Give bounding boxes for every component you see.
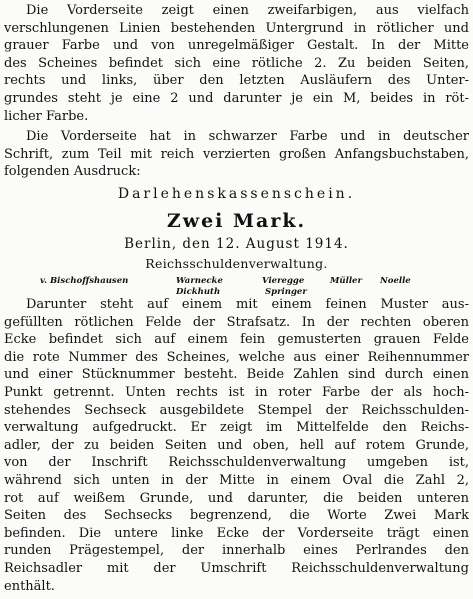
- signature: Dickhuth: [176, 287, 221, 297]
- text-line: Punkt getrennt. Unten rechts ist in roter Farbe der als hoch-: [4, 384, 469, 400]
- text-line: verwaltung aufgedruckt. Er zeigt im Mittelfelde den Reichs-: [4, 420, 469, 436]
- text-line: Die Vorderseite hat in schwarzer Farbe und in deutscher: [26, 129, 469, 144]
- text-line: während sich unten in der Mitte in einem Oval die Zahl 2,: [4, 472, 469, 488]
- text-line: Seiten des Sechsecks begrenzend, die Worte Zwei Mark: [4, 508, 469, 524]
- text-line: verschlungenen Linien bestehenden Untergrund in rötlicher und: [4, 20, 469, 36]
- text-line: stehendes Sechseck ausgebildete Stempel der Reichsschulden-: [4, 402, 469, 418]
- text-line: rechts und links, über den letzten Ausläufern des Unter-: [4, 73, 469, 89]
- text-line: und einer Stücknummer besteht. Beide Zahlen sind durch einen: [4, 367, 469, 383]
- note-amount: Zwei Mark.: [166, 210, 307, 232]
- signature: Vieregge: [262, 276, 305, 286]
- paragraph-front-text: [4, 128, 469, 181]
- paragraph-penalty-description: [4, 296, 469, 595]
- signature: Springer: [265, 287, 307, 297]
- text-line: Die Vorderseite zeigt einen zweifarbigen, aus vielfach: [26, 3, 469, 18]
- text-line: folgenden Ausdruck:: [4, 164, 141, 180]
- note-title: Darlehenskassenschein.: [117, 186, 356, 202]
- signature: Müller: [330, 276, 362, 286]
- text-line: Darunter steht auf einem mit einem feinen Muster aus-: [26, 297, 469, 312]
- text-line: gefüllten rötlichen Felde der Strafsatz. In der rechten oberen: [4, 314, 469, 330]
- text-line: des Scheines befindet sich eine rötliche 2. Zu beiden Seiten,: [4, 55, 469, 71]
- text-line: adler, der zu beiden Seiten und oben, hell auf rotem Grunde,: [4, 437, 469, 453]
- text-line: licher Farbe.: [4, 108, 89, 124]
- text-line: Ecke befindet sich auf einem fein gemusterten grauen Felde: [4, 332, 469, 348]
- text-line: die rote Nummer des Scheines, welche aus einer Reihennummer: [4, 349, 469, 365]
- text-line: enthält.: [4, 578, 55, 594]
- signature: v. Bischoffshausen: [40, 276, 129, 286]
- signature: Noelle: [380, 276, 411, 286]
- text-line: grundes steht je eine 2 und darunter je ein M, beides in röt-: [4, 90, 469, 106]
- text-line: Reichsadler mit der Umschrift Reichsschuldenverwaltung: [4, 560, 469, 576]
- text-line: von der Inschrift Reichsschuldenverwaltung umgeben ist,: [4, 455, 469, 471]
- text-line: grauer Farbe und von unregelmäßiger Gestalt. In der Mitte: [4, 38, 469, 54]
- note-issuer: Reichsschuldenverwaltung.: [145, 256, 328, 271]
- paragraph-front-background: [4, 2, 469, 125]
- note-place-date: Berlin, den 12. August 1914.: [124, 236, 349, 252]
- text-line: befinden. Die untere linke Ecke der Vorderseite trägt einen: [4, 525, 469, 541]
- signature: Warnecke: [176, 276, 223, 286]
- text-line: runden Prägestempel, der innerhalb eines Perlrandes den: [4, 543, 469, 559]
- text-line: Schrift, zum Teil mit reich verzierten großen Anfangsbuchstaben,: [4, 146, 469, 162]
- text-line: rot auf weißem Grunde, und darunter, die beiden unteren: [4, 490, 469, 506]
